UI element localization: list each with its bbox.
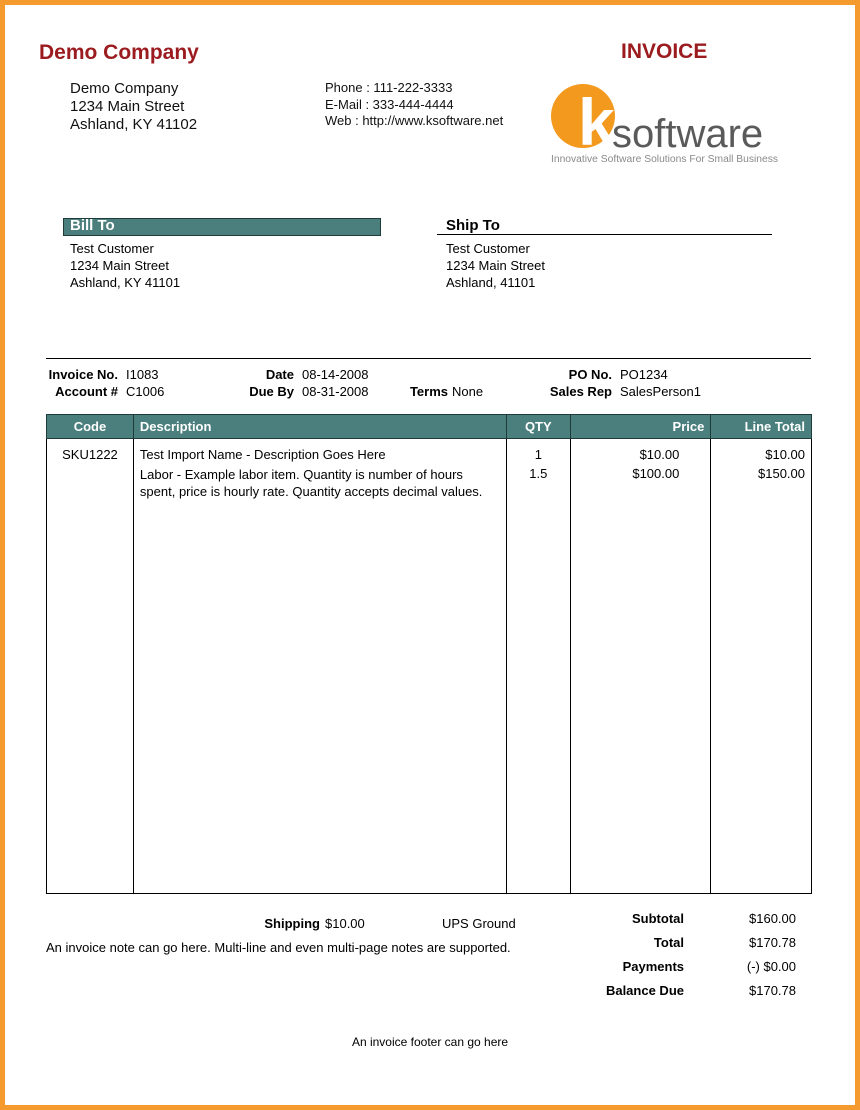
total-label: Total: [653, 935, 684, 950]
date-label: Date: [265, 367, 294, 382]
balance-due-value: $170.78: [749, 983, 796, 998]
company-title: Demo Company: [39, 41, 199, 64]
bill-to-address: [70, 240, 180, 291]
col-line-total-header: Line Total: [711, 415, 812, 439]
bill-to-line: Ashland, KY 41101: [70, 275, 181, 290]
document-title: INVOICE: [621, 40, 708, 63]
account-label: Account #: [55, 384, 118, 399]
date-value: 08-14-2008: [302, 367, 369, 382]
ksoftware-logo: [550, 83, 785, 165]
balance-due-label: Balance Due: [605, 983, 684, 998]
bill-to-line: Test Customer: [70, 241, 154, 256]
logo-tagline: Innovative Software Solutions For Small Business: [551, 154, 778, 165]
col-qty-header: QTY: [507, 415, 571, 439]
ship-to-underline: [437, 234, 772, 235]
ship-to-line: 1234 Main Street: [446, 258, 546, 273]
ship-to-line: Ashland, 41101: [446, 275, 536, 290]
shipping-label: Shipping: [264, 916, 320, 931]
col-code-header: Code: [47, 415, 134, 439]
invoice-note: An invoice note can go here. Multi-line and even multi-page notes are supported.: [46, 940, 511, 955]
invoice-no-value: I1083: [126, 367, 159, 382]
ship-to-label: Ship To: [446, 217, 500, 234]
cell-code: [47, 466, 134, 894]
terms-label: Terms: [409, 384, 448, 399]
company-address: [70, 80, 197, 134]
subtotal-label: Subtotal: [632, 911, 684, 926]
shipping-method: UPS Ground: [442, 916, 516, 931]
cell-description: Test Import Name - Description Goes Here: [133, 439, 506, 467]
table-header-row: [47, 415, 812, 439]
subtotal-value: $160.00: [749, 911, 796, 926]
invoice-no-label: Invoice No.: [48, 367, 118, 382]
divider: [46, 358, 811, 359]
cell-qty: 1: [507, 439, 571, 467]
cell-line-total: $150.00: [711, 466, 812, 894]
logo-letter: k: [578, 85, 615, 159]
payments-value: (-) $0.00: [746, 959, 796, 974]
email-line: E-Mail : 333-444-4444: [325, 96, 454, 112]
cell-price: $10.00: [570, 439, 711, 467]
address-line: Demo Company: [70, 80, 179, 97]
cell-price: $100.00: [570, 466, 711, 894]
payments-label: Payments: [622, 959, 684, 974]
shipping-amount: $10.00: [325, 916, 365, 931]
company-contact: [325, 80, 503, 130]
cell-line-total: $10.00: [711, 439, 812, 467]
web-line: Web : http://www.ksoftware.net: [325, 113, 504, 128]
po-label: PO No.: [568, 367, 612, 382]
col-description-header: Description: [133, 415, 506, 439]
cell-description: Labor - Example labor item. Quantity is number of hours spent, price is hourly rate. Quantity accepts decimal values.: [133, 466, 506, 894]
cell-code: SKU1222: [47, 439, 134, 467]
bill-to-label: Bill To: [70, 217, 115, 234]
total-value: $170.78: [749, 935, 796, 950]
logo-word: software: [612, 112, 764, 156]
due-value: 08-31-2008: [302, 384, 369, 399]
line-items-table: [46, 414, 812, 894]
address-line: 1234 Main Street: [70, 98, 185, 115]
address-line: Ashland, KY 41102: [70, 116, 198, 133]
table-row: [47, 466, 812, 894]
cell-qty: 1.5: [507, 466, 571, 894]
terms-value: None: [452, 384, 484, 399]
po-value: PO1234: [620, 367, 668, 382]
phone-line: Phone : 111-222-3333: [325, 80, 453, 95]
table-row: [47, 439, 812, 467]
account-value: C1006: [126, 384, 165, 399]
sales-rep-value: SalesPerson1: [620, 384, 701, 399]
bill-to-line: 1234 Main Street: [70, 258, 170, 273]
col-price-header: Price: [570, 415, 711, 439]
ship-to-address: [446, 240, 545, 291]
invoice-footer: An invoice footer can go here: [351, 1035, 509, 1049]
ship-to-line: Test Customer: [446, 241, 530, 256]
sales-rep-label: Sales Rep: [549, 384, 612, 399]
due-label: Due By: [249, 384, 294, 399]
